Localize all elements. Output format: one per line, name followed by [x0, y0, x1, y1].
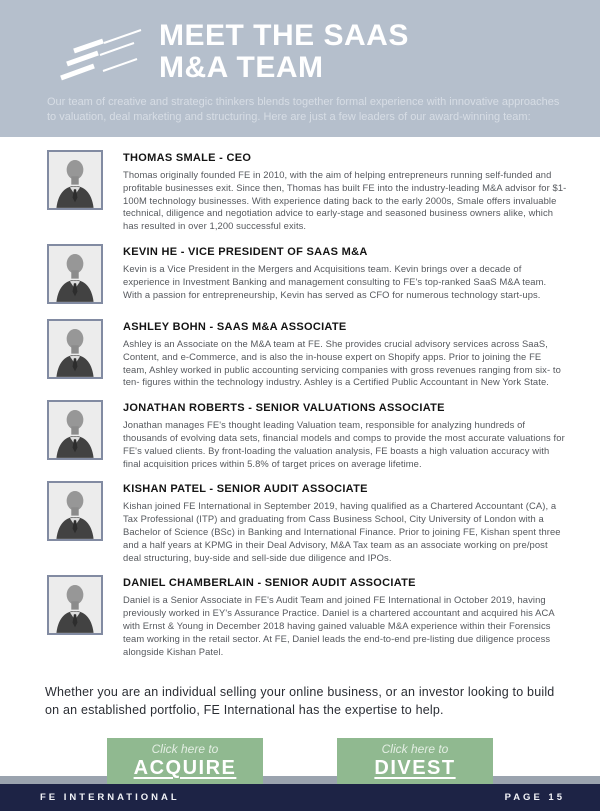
divest-button-label: DIVEST — [374, 757, 456, 780]
member-photo — [47, 244, 103, 304]
page-footer — [0, 784, 600, 811]
member-name: ASHLEY BOHN - SAAS M&A ASSOCIATE — [123, 320, 347, 333]
member-photo — [47, 150, 103, 210]
team-list — [0, 137, 600, 669]
acquire-button[interactable] — [107, 738, 263, 784]
member-photo — [47, 481, 103, 541]
person-silhouette-icon — [49, 321, 101, 377]
member-bio: Thomas originally founded FE in 2010, with the aim of helping entrepreneurs running self-funded and profitable businesses exit. Since then, Thomas has built FE into the industry-leading M&A advisor for $1-100M technology businesses. With experience dating back to the early 2000s, Smale offers invaluable technical, diligence and negotiation advice to early-stage and seasoned business owners alike, which has resulted in over 1,200 successful exits. — [123, 169, 567, 232]
person-silhouette-icon — [49, 152, 101, 208]
member-photo — [47, 400, 103, 460]
person-silhouette-icon — [49, 402, 101, 458]
person-silhouette-icon — [49, 577, 101, 633]
divest-button[interactable] — [337, 738, 493, 784]
member-name: THOMAS SMALE - CEO — [123, 152, 252, 164]
person-silhouette-icon — [49, 483, 101, 539]
page-subtitle: Our team of creative and strategic thinkers blends together formal experience with innovative approaches to valuation, deal marketing and structuring. Here are just a few leaders of our award-winning team: — [47, 96, 560, 123]
member-name: KISHAN PATEL - SENIOR AUDIT ASSOCIATE — [123, 483, 368, 496]
member-photo — [47, 319, 103, 379]
acquire-button-prefix: Click here to — [151, 742, 219, 757]
team-member — [47, 244, 567, 308]
member-bio: Kevin is a Vice President in the Mergers and Acquisitions team. Kevin brings over a decade of experience in Investment Banking and management consulting to FE's top-ranked SaaS M&A team. With a passion for entrepreneurship, Kevin has served as CFO for numerous technology start-ups. — [123, 262, 547, 300]
team-member — [47, 150, 567, 233]
page-title — [159, 20, 409, 84]
team-member — [47, 319, 567, 389]
member-bio: Kishan joined FE International in September 2019, having qualified as a Chartered Accountant (CA), a Tax Professional (ITP) and graduating from Cass Business School, City University of London with a Bachelor of Science (BSc) in Banking and International Finance. Prior to joining FE, Kishan spent three and a half years at KPMG in their Deal Advisory, M&A Tax team as an associate working on pre/post deal structuring, buy-side and sell-side due diligence and IPOs. — [123, 500, 561, 563]
team-member — [47, 481, 567, 564]
member-name: KEVIN HE - VICE PRESIDENT OF SAAS M&A — [123, 245, 368, 258]
member-photo — [47, 575, 103, 635]
divest-button-prefix: Click here to — [381, 742, 449, 757]
cta-row — [0, 738, 600, 784]
closing-paragraph: Whether you are an individual selling your online business, or an investor looking to build on an established portfolio, FE International has the expertise to help. — [45, 685, 555, 718]
footer-page-number: PAGE 15 — [504, 792, 565, 804]
page-title-line2: M&A TEAM — [159, 51, 324, 84]
page-header — [0, 0, 600, 137]
team-member — [47, 575, 567, 658]
fe-logo-slashes-icon — [57, 22, 145, 84]
member-bio: Jonathan manages FE's thought leading Valuation team, responsible for analyzing hundreds of thousands of evolving data sets, financial models and comps to provide the most accurate valuations for FE's valued clients. By front-loading the valuation analysis, FE boasts a high valuation accuracy with final acquisition prices within 5.8% of target prices on average lifetime. — [123, 419, 565, 469]
member-name: DANIEL CHAMBERLAIN - SENIOR AUDIT ASSOCIATE — [123, 577, 416, 590]
acquire-button-label: ACQUIRE — [133, 757, 237, 780]
member-name: JONATHAN ROBERTS - SENIOR VALUATIONS ASSOCIATE — [123, 402, 445, 415]
member-bio: Daniel is a Senior Associate in FE's Audit Team and joined FE International in October 2019, having previously worked in EY's Assurance Practice. Daniel is a chartered accountant and acquired his ACA with Ernst & Young in December 2018 having gained valuable M&A experience within their Forensics team working in the retail sector. At FE, Daniel leads the end-to-end pre-listing due diligence process alongside Kishan Patel. — [123, 594, 555, 657]
person-silhouette-icon — [49, 246, 101, 302]
team-member — [47, 400, 567, 470]
member-bio: Ashley is an Associate on the M&A team at FE. She provides crucial advisory services across SaaS, Content, and e-Commerce, and is also the in-house expert on Shopify apps. Prior to joining the FE team, Ashley worked in public accounting servicing companies with gross revenues ranging from six- to ten- figures within the technology industry. Ashley is a Certified Public Accountant in New York State. — [123, 337, 561, 388]
footer-company: FE INTERNATIONAL — [40, 792, 180, 804]
page-title-line1: MEET THE SAAS — [159, 19, 409, 52]
